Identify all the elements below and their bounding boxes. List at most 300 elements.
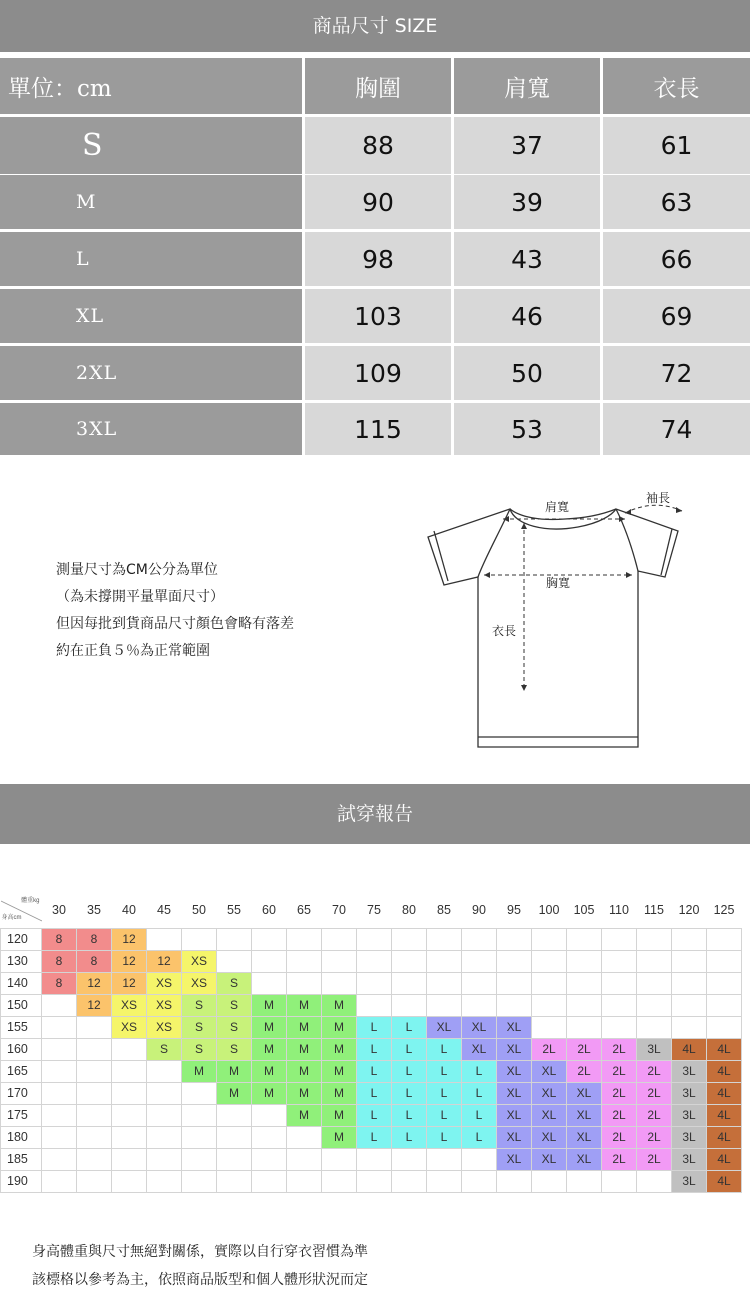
size-cell (77, 1082, 112, 1104)
size-cell (252, 1126, 287, 1148)
size-cell: 12 (112, 928, 147, 950)
size-cell (602, 994, 637, 1016)
height-header: 160 (1, 1038, 42, 1060)
size-cell: L (392, 1060, 427, 1082)
size-cell (427, 994, 462, 1016)
table-row (1, 994, 742, 1016)
size-cell: L (357, 1082, 392, 1104)
size-cell (707, 972, 742, 994)
size-cell (287, 1170, 322, 1192)
size-cell (147, 1060, 182, 1082)
unit-label: 單位：cm (0, 58, 302, 114)
size-cell: 2L (602, 1038, 637, 1060)
size-cell: XL (567, 1082, 602, 1104)
size-cell: 8 (42, 950, 77, 972)
size-cell: 3L (672, 1060, 707, 1082)
height-header: 180 (1, 1126, 42, 1148)
table-row (1, 1060, 742, 1082)
size-cell: L (427, 1082, 462, 1104)
size-cell: XS (112, 1016, 147, 1038)
size-cell (322, 928, 357, 950)
size-cell (532, 1016, 567, 1038)
size-cell (602, 972, 637, 994)
size-cell (322, 972, 357, 994)
note-line: （為未撐開平量單面尺寸） (56, 589, 224, 605)
size-cell: XL (427, 1016, 462, 1038)
size-cell: XL (532, 1104, 567, 1126)
size-cell: 4L (707, 1126, 742, 1148)
size-cell (287, 1126, 322, 1148)
label-chest: 胸寬 (546, 576, 571, 590)
size-cell: L (357, 1060, 392, 1082)
size-cell: M (322, 1016, 357, 1038)
size-cell: S (182, 1038, 217, 1060)
size-cell: M (287, 1060, 322, 1082)
size-cell (637, 928, 672, 950)
size-cell: XS (182, 972, 217, 994)
size-cell (182, 928, 217, 950)
size-cell (217, 1148, 252, 1170)
size-cell: M (217, 1082, 252, 1104)
size-cell (42, 1170, 77, 1192)
size-cell (497, 972, 532, 994)
size-cell (392, 928, 427, 950)
size-cell (462, 1148, 497, 1170)
size-cell (147, 1170, 182, 1192)
size-cell: M (322, 1082, 357, 1104)
size-cell (532, 1170, 567, 1192)
table-row (1, 1082, 742, 1104)
size-cell (462, 928, 497, 950)
size-value: 88 (305, 117, 451, 174)
size-cell (357, 1148, 392, 1170)
size-cell: XL (567, 1148, 602, 1170)
size-label-3xl: 3XL (0, 403, 302, 455)
size-value: 72 (603, 346, 750, 400)
table-row (1, 1104, 742, 1126)
size-cell (182, 1126, 217, 1148)
label-sleeve: 袖長 (646, 491, 671, 505)
disclaimer-line: 該標格以參考為主，依照商品版型和個人體形狀況而定 (32, 1272, 368, 1288)
fit-report-banner: 試穿報告 (0, 784, 750, 844)
size-cell: L (427, 1038, 462, 1060)
weight-header: 45 (157, 903, 171, 918)
size-cell: 12 (77, 994, 112, 1016)
table-row (1, 1126, 742, 1148)
size-cell: 8 (77, 928, 112, 950)
size-cell: S (217, 1016, 252, 1038)
size-cell (42, 1148, 77, 1170)
size-cell (217, 928, 252, 950)
table-row (1, 950, 742, 972)
size-cell (112, 1170, 147, 1192)
size-cell (567, 950, 602, 972)
size-value: 37 (454, 117, 600, 174)
size-cell: XL (532, 1060, 567, 1082)
size-value: 61 (603, 117, 750, 174)
size-cell: 4L (707, 1148, 742, 1170)
size-cell: 3L (672, 1104, 707, 1126)
size-cell: L (357, 1038, 392, 1060)
size-cell (77, 1148, 112, 1170)
size-cell: 2L (637, 1148, 672, 1170)
table-row (1, 1016, 742, 1038)
size-cell (112, 1060, 147, 1082)
size-cell: M (322, 1126, 357, 1148)
size-cell: 2L (602, 1082, 637, 1104)
weight-header: 50 (192, 903, 206, 918)
weight-header: 55 (227, 903, 241, 918)
size-cell (147, 1082, 182, 1104)
size-cell: 3L (672, 1082, 707, 1104)
note-line: 測量尺寸為CM公分為單位 (56, 562, 218, 578)
weight-header: 65 (297, 903, 311, 918)
size-cell (77, 1038, 112, 1060)
size-cell (392, 972, 427, 994)
size-cell: M (217, 1060, 252, 1082)
size-cell (182, 1170, 217, 1192)
size-cell (497, 994, 532, 1016)
size-cell: M (252, 1060, 287, 1082)
size-cell (567, 994, 602, 1016)
size-cell (112, 1082, 147, 1104)
height-header: 190 (1, 1170, 42, 1192)
weight-header: 120 (678, 903, 700, 918)
size-cell (357, 972, 392, 994)
table-row (1, 972, 742, 994)
size-cell (217, 1170, 252, 1192)
size-cell (427, 950, 462, 972)
weight-label: 體重kg (21, 898, 40, 904)
size-cell (77, 1170, 112, 1192)
size-cell: 3L (672, 1170, 707, 1192)
size-cell: M (252, 1082, 287, 1104)
size-cell: M (252, 1016, 287, 1038)
size-cell (672, 972, 707, 994)
size-cell: XS (147, 1016, 182, 1038)
size-cell (322, 950, 357, 972)
size-cell: L (392, 1038, 427, 1060)
weight-header: 75 (367, 903, 381, 918)
size-cell (707, 928, 742, 950)
disclaimer-line: 身高體重與尺寸無絕對關係，實際以自行穿衣習慣為準 (32, 1244, 368, 1260)
size-cell: 2L (567, 1038, 602, 1060)
size-cell (322, 1148, 357, 1170)
col-chest: 胸圍 (305, 58, 451, 114)
size-cell: XL (462, 1038, 497, 1060)
size-cell: M (287, 994, 322, 1016)
size-cell (707, 950, 742, 972)
note-line: 約在正負５％為正常範圍 (56, 643, 210, 659)
size-cell: M (252, 1038, 287, 1060)
size-cell: L (427, 1126, 462, 1148)
size-cell (217, 950, 252, 972)
table-row (1, 1170, 742, 1192)
size-cell: XL (497, 1148, 532, 1170)
size-cell: 8 (77, 950, 112, 972)
weight-header: 95 (507, 903, 521, 918)
height-header: 170 (1, 1082, 42, 1104)
size-cell: XL (497, 1060, 532, 1082)
size-cell: 2L (637, 1060, 672, 1082)
size-value: 46 (454, 289, 600, 343)
size-cell: M (287, 1038, 322, 1060)
size-cell (42, 1126, 77, 1148)
size-cell (532, 950, 567, 972)
size-cell: S (217, 1038, 252, 1060)
size-cell: 4L (707, 1104, 742, 1126)
size-chart-banner: 商品尺寸 SIZE (0, 0, 750, 52)
size-cell: 2L (637, 1126, 672, 1148)
col-length: 衣長 (603, 58, 750, 114)
size-cell: L (357, 1016, 392, 1038)
weight-header: 30 (52, 903, 66, 918)
weight-header: 60 (262, 903, 276, 918)
size-cell: 8 (42, 928, 77, 950)
size-cell (147, 1104, 182, 1126)
size-cell (497, 950, 532, 972)
size-cell: 4L (707, 1060, 742, 1082)
weight-header: 125 (713, 903, 735, 918)
size-value: 63 (603, 175, 750, 229)
size-cell: 4L (707, 1170, 742, 1192)
size-cell: 3L (672, 1126, 707, 1148)
size-cell: 2L (637, 1104, 672, 1126)
size-cell (287, 928, 322, 950)
size-cell: XS (112, 994, 147, 1016)
size-cell: L (462, 1104, 497, 1126)
size-cell: S (217, 994, 252, 1016)
size-cell (77, 1126, 112, 1148)
size-cell: XL (497, 1016, 532, 1038)
size-label-s: S (0, 117, 302, 174)
tshirt-diagram (420, 485, 700, 755)
size-cell: 3L (672, 1148, 707, 1170)
size-cell (672, 950, 707, 972)
weight-header: 85 (437, 903, 451, 918)
size-cell: M (322, 994, 357, 1016)
size-cell (427, 928, 462, 950)
size-cell: L (392, 1104, 427, 1126)
size-cell (497, 1170, 532, 1192)
size-cell (357, 928, 392, 950)
col-shoulder: 肩寬 (454, 58, 600, 114)
size-cell (112, 1126, 147, 1148)
size-value: 74 (603, 403, 750, 455)
size-cell (182, 1148, 217, 1170)
size-cell: 2L (602, 1126, 637, 1148)
size-cell (287, 972, 322, 994)
size-cell (182, 1082, 217, 1104)
size-cell: 4L (707, 1082, 742, 1104)
size-cell: M (252, 994, 287, 1016)
size-value: 39 (454, 175, 600, 229)
fit-report-table (0, 893, 742, 1193)
size-label-m: M (0, 175, 302, 229)
size-value: 90 (305, 175, 451, 229)
size-cell: S (147, 1038, 182, 1060)
weight-header: 70 (332, 903, 346, 918)
size-cell (112, 1038, 147, 1060)
size-cell: L (392, 1016, 427, 1038)
size-value: 109 (305, 346, 451, 400)
height-header: 130 (1, 950, 42, 972)
size-cell: XL (497, 1126, 532, 1148)
size-cell: 12 (77, 972, 112, 994)
size-cell (392, 1148, 427, 1170)
size-cell (637, 1016, 672, 1038)
size-cell (147, 928, 182, 950)
size-cell: XL (567, 1126, 602, 1148)
size-cell (567, 928, 602, 950)
size-cell: XL (532, 1148, 567, 1170)
size-label-xl: XL (0, 289, 302, 343)
size-value: 115 (305, 403, 451, 455)
size-cell (182, 1104, 217, 1126)
weight-header: 115 (644, 903, 664, 918)
height-header: 185 (1, 1148, 42, 1170)
size-cell (602, 1170, 637, 1192)
size-cell: 4L (672, 1038, 707, 1060)
size-cell (147, 1148, 182, 1170)
size-cell (602, 1016, 637, 1038)
size-cell: XL (497, 1038, 532, 1060)
size-cell (252, 1170, 287, 1192)
corner-cell (1, 893, 42, 928)
height-label: 身高cm (1, 914, 22, 921)
size-cell: S (182, 994, 217, 1016)
size-cell: XS (147, 994, 182, 1016)
size-cell (392, 994, 427, 1016)
size-cell (392, 950, 427, 972)
size-cell: M (322, 1038, 357, 1060)
size-cell (427, 972, 462, 994)
size-cell (707, 1016, 742, 1038)
size-cell: 2L (602, 1148, 637, 1170)
size-cell (42, 1016, 77, 1038)
size-cell: 4L (707, 1038, 742, 1060)
height-header: 175 (1, 1104, 42, 1126)
size-value: 69 (603, 289, 750, 343)
weight-header: 90 (472, 903, 486, 918)
size-cell (672, 994, 707, 1016)
size-cell: 2L (602, 1104, 637, 1126)
size-cell (287, 1148, 322, 1170)
size-cell: L (462, 1082, 497, 1104)
size-cell (567, 1016, 602, 1038)
size-cell (252, 1148, 287, 1170)
size-cell (77, 1060, 112, 1082)
size-cell (672, 928, 707, 950)
size-cell (42, 1038, 77, 1060)
size-cell: M (287, 1082, 322, 1104)
size-cell (532, 928, 567, 950)
weight-header: 110 (609, 903, 629, 918)
size-cell (147, 1126, 182, 1148)
size-cell (217, 1104, 252, 1126)
size-cell: 12 (147, 950, 182, 972)
size-cell: L (427, 1060, 462, 1082)
weight-header: 35 (87, 903, 101, 918)
size-cell (602, 950, 637, 972)
size-cell (252, 1104, 287, 1126)
size-cell (497, 928, 532, 950)
size-cell (77, 1016, 112, 1038)
size-cell: XL (567, 1104, 602, 1126)
size-cell (532, 972, 567, 994)
height-header: 150 (1, 994, 42, 1016)
table-row (1, 1038, 742, 1060)
size-cell (462, 972, 497, 994)
size-cell (707, 994, 742, 1016)
size-cell (357, 950, 392, 972)
size-cell (357, 1170, 392, 1192)
table-row (1, 1148, 742, 1170)
size-cell (462, 1170, 497, 1192)
size-cell: L (357, 1104, 392, 1126)
size-cell: M (287, 1104, 322, 1126)
size-cell: 2L (567, 1060, 602, 1082)
size-cell: S (182, 1016, 217, 1038)
size-cell: 2L (532, 1038, 567, 1060)
size-cell: XL (497, 1104, 532, 1126)
size-cell (112, 1104, 147, 1126)
size-cell (672, 1016, 707, 1038)
size-cell (42, 1060, 77, 1082)
size-cell (637, 972, 672, 994)
size-cell (567, 1170, 602, 1192)
weight-header: 80 (402, 903, 416, 918)
size-cell: M (182, 1060, 217, 1082)
size-value: 103 (305, 289, 451, 343)
size-value: 53 (454, 403, 600, 455)
weight-header: 105 (573, 903, 595, 918)
size-cell (252, 950, 287, 972)
size-cell: M (322, 1060, 357, 1082)
size-cell: XS (147, 972, 182, 994)
size-cell (217, 1126, 252, 1148)
size-cell: L (357, 1126, 392, 1148)
size-cell: 2L (602, 1060, 637, 1082)
size-cell: L (392, 1082, 427, 1104)
size-cell (637, 994, 672, 1016)
size-cell (602, 928, 637, 950)
size-cell (567, 972, 602, 994)
size-cell: XL (532, 1082, 567, 1104)
size-cell: XL (532, 1126, 567, 1148)
size-cell (637, 1170, 672, 1192)
size-cell (287, 950, 322, 972)
size-cell (252, 928, 287, 950)
weight-header: 40 (122, 903, 136, 918)
size-cell (42, 1082, 77, 1104)
size-cell: 12 (112, 972, 147, 994)
label-shoulder: 肩寬 (545, 500, 570, 514)
height-header: 120 (1, 928, 42, 950)
size-cell: 12 (112, 950, 147, 972)
size-cell (427, 1148, 462, 1170)
size-value: 43 (454, 232, 600, 286)
size-value: 98 (305, 232, 451, 286)
size-label-l: L (0, 232, 302, 286)
size-cell: XL (462, 1016, 497, 1038)
size-cell (112, 1148, 147, 1170)
size-cell: S (217, 972, 252, 994)
size-cell (77, 1104, 112, 1126)
weight-header: 100 (538, 903, 560, 918)
size-cell (322, 1170, 357, 1192)
note-line: 但因每批到貨商品尺寸顏色會略有落差 (56, 616, 294, 632)
